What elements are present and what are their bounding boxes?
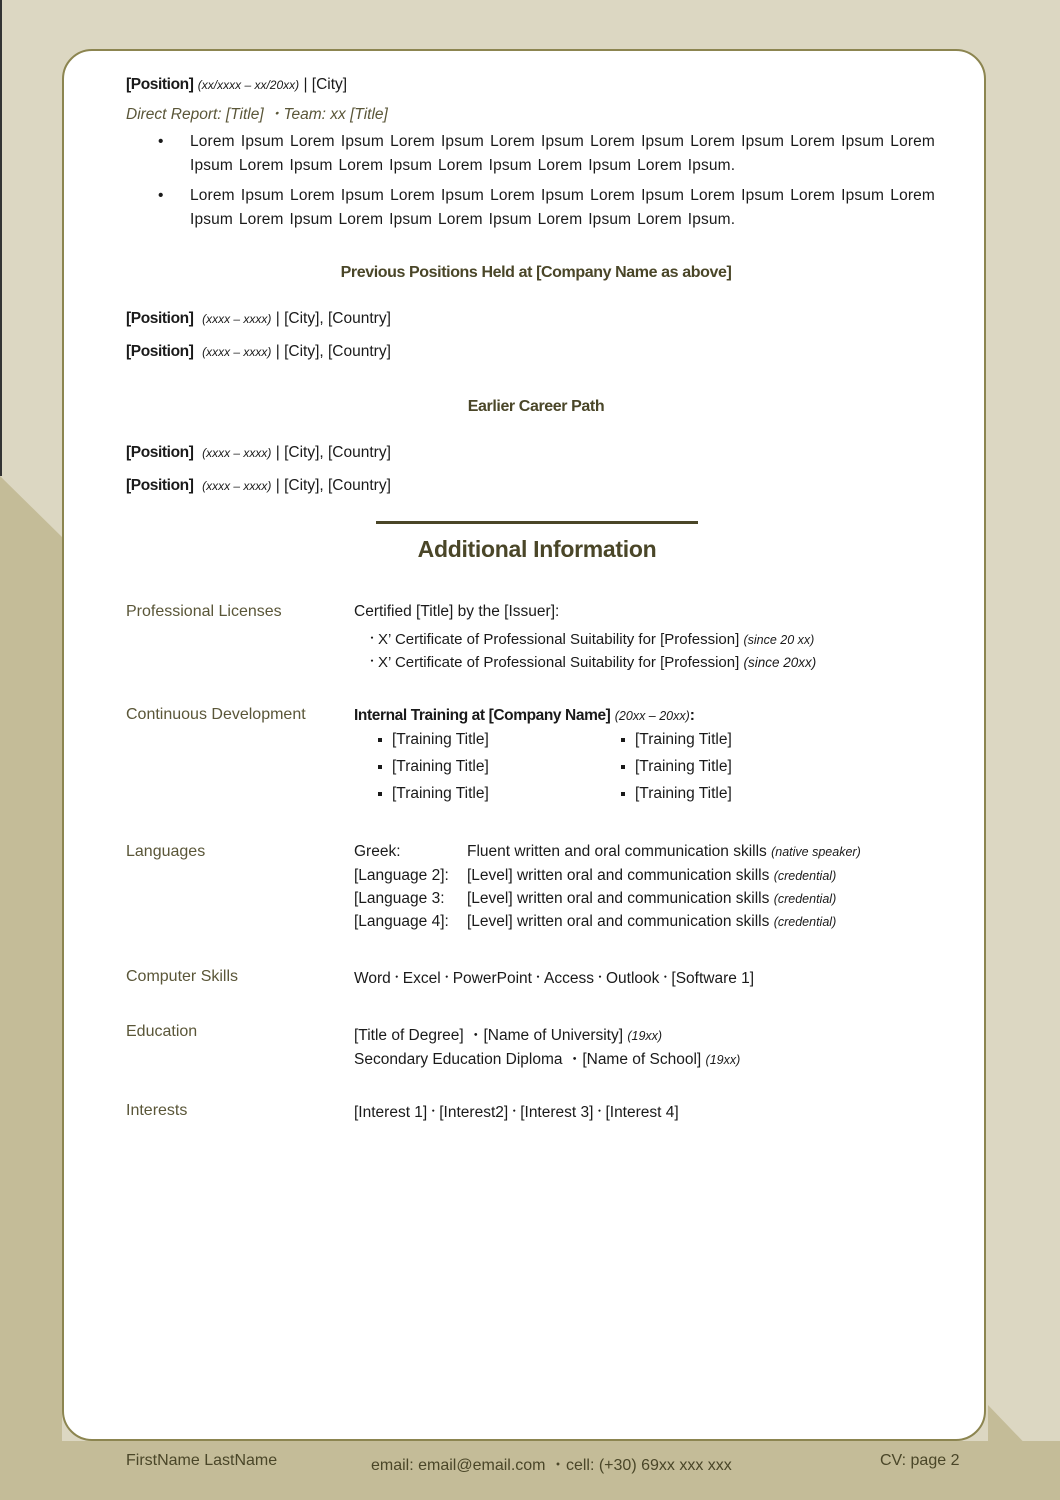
development-label: Continuous Development [126,706,306,723]
license-text: X’ Certificate of Professional Suitability for [Profession] [378,631,740,648]
language-level-text: [Level] written oral and communication skills [467,867,770,884]
interest: [Interest 3] [520,1104,594,1121]
development-intro [354,707,695,725]
position-dates: (xxxx – xxxx) [202,446,272,460]
earlier-career-heading: Earlier Career Path [467,398,605,415]
dot-separator-icon: ・ [440,970,453,984]
language-name: [Language 4]: [354,913,449,930]
training-title: [Training Title] [392,731,489,748]
training-title: [Training Title] [392,758,489,775]
training-title: [Training Title] [635,731,732,748]
bullet-text: Lorem Ipsum Lorem Ipsum Lorem Ipsum Lorem Ipsum Lorem Ipsum Lorem Ipsum Lorem Ipsum Lorem Ipsum Lorem Ipsum Lorem Ipsum Lorem Ipsum Lorem Ipsum Lorem Ipsum. [190,133,935,174]
previous-position-row [126,343,391,361]
position-location: | [City], [Country] [275,477,391,494]
language-level-text: [Level] written oral and communication skills [467,913,770,930]
dot-separator-icon: ・ [531,970,544,984]
bullet-icon: • [158,187,164,204]
square-bullet-icon [621,738,625,742]
position-title: [Position] [126,343,194,360]
interests-label: Interests [126,1102,188,1119]
square-bullet-icon [621,765,625,769]
position-location: | [City], [Country] [275,444,391,461]
position-dates: (xxxx – xxxx) [202,479,272,493]
cv-page-card [62,49,986,1441]
language-level [467,890,836,908]
training-title: [Training Title] [392,785,489,802]
language-level [467,913,836,931]
language-name: [Language 3: [354,890,445,907]
skill: Outlook [605,970,660,987]
skill: Word [354,970,391,987]
language-note: (credential) [773,915,837,929]
interest: [Interest 4] [605,1104,679,1121]
earlier-position-row [126,477,391,495]
language-level [467,843,861,861]
dot-separator-icon: ・ [427,1104,440,1118]
current-position-line [126,76,347,94]
training-title: [Training Title] [635,758,732,775]
language-note: (credential) [773,892,837,906]
training-item [378,731,489,749]
interest: [Interest2] [439,1104,509,1121]
language-name: Greek: [354,843,401,860]
language-level [467,867,836,885]
training-title: [Training Title] [635,785,732,802]
dot-separator-icon: ・ [390,970,403,984]
colon: : [689,707,695,724]
position-title: [Position] [126,76,194,93]
training-item [621,758,732,776]
computer-skills-label: Computer Skills [126,968,239,985]
square-bullet-icon [378,738,382,742]
skill: Access [543,970,594,987]
bullet-icon: ・ [366,631,379,645]
training-item [378,758,489,776]
footer-name: FirstName LastName [126,1452,278,1469]
license-note: (since 20xx) [743,655,817,670]
additional-info-heading: Additional Information [417,536,657,562]
skill: PowerPoint [452,970,532,987]
language-name: [Language 2]: [354,867,449,884]
footer-contact: email: email@email.com ・cell: (+30) 69xx xxx xxx [371,1457,732,1474]
education-year: (19xx) [705,1053,741,1067]
position-dates: (xx/xxxx – xx/20xx) [197,78,300,92]
position-title: [Position] [126,444,194,461]
education-item [354,1023,662,1045]
licenses-label: Professional Licenses [126,603,282,620]
position-dates: (xxxx – xxxx) [202,345,272,359]
license-item [366,652,816,671]
computer-skills-list [354,968,754,988]
bullet-icon: ・ [366,654,379,668]
education-item [354,1047,740,1069]
education-year: (19xx) [627,1029,663,1043]
dot-separator-icon: ・ [593,1104,606,1118]
earlier-position-row [126,444,391,462]
training-item [378,785,489,803]
language-level-text: [Level] written oral and communication skills [467,890,770,907]
training-item [621,731,732,749]
language-note: (credential) [773,869,837,883]
training-dates: (20xx – 20xx) [614,709,690,723]
position-title: [Position] [126,310,194,327]
dot-separator-icon: ・ [593,970,606,984]
training-company: Internal Training at [Company Name] [354,707,611,724]
position-dates: (xxxx – xxxx) [202,312,272,326]
training-item [621,785,732,803]
skill: [Software 1] [671,970,755,987]
direct-report: Direct Report: [Title] ・Team: xx [Title] [126,106,388,123]
license-item [366,629,814,648]
dot-separator-icon: ・ [659,970,672,984]
section-divider [376,521,698,524]
license-text: X’ Certificate of Professional Suitability for [Profession] [378,654,740,671]
position-title: [Position] [126,477,194,494]
list-item [158,130,936,178]
bullet-icon: • [158,133,164,150]
previous-positions-heading: Previous Positions Held at [Company Name as above] [340,264,732,281]
square-bullet-icon [378,792,382,796]
licenses-intro: Certified [Title] by the [Issuer]: [354,603,560,620]
position-location: | [City], [Country] [275,343,391,360]
position-city: [City] [311,76,348,93]
footer-page-number: CV: page 2 [880,1452,960,1469]
position-location: | [City], [Country] [275,310,391,327]
education-text: [Title of Degree] ・[Name of University] [354,1027,624,1044]
education-label: Education [126,1023,198,1040]
license-note: (since 20 xx) [743,633,815,647]
education-text: Secondary Education Diploma ・[Name of School] [354,1051,702,1068]
square-bullet-icon [378,765,382,769]
interests-list [354,1102,679,1122]
bullet-text: Lorem Ipsum Lorem Ipsum Lorem Ipsum Lorem Ipsum Lorem Ipsum Lorem Ipsum Lorem Ipsum Lorem Ipsum Lorem Ipsum Lorem Ipsum Lorem Ipsum Lorem Ipsum Lorem Ipsum. [190,187,935,228]
language-level-text: Fluent written and oral communication skills [467,843,767,860]
square-bullet-icon [621,792,625,796]
dot-separator-icon: ・ [508,1104,521,1118]
interest: [Interest 1] [354,1104,428,1121]
separator: | [303,76,308,93]
languages-label: Languages [126,843,206,860]
language-note: (native speaker) [771,845,861,859]
skill: Excel [402,970,441,987]
list-item [158,184,936,232]
previous-position-row [126,310,391,328]
